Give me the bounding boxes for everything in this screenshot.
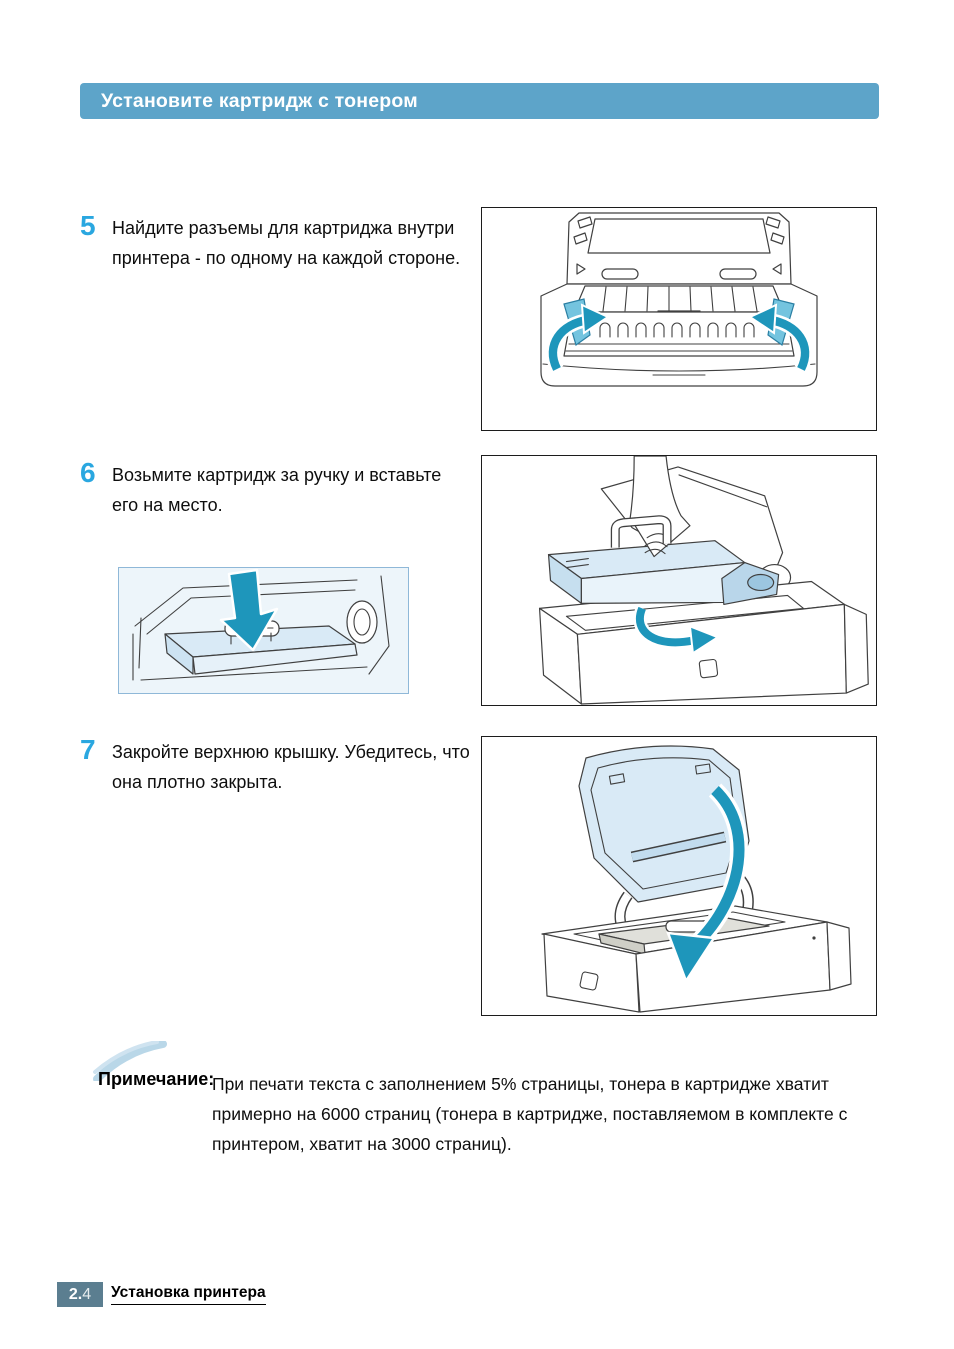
note-label: Примечание: bbox=[98, 1069, 215, 1089]
footer-section-title: Установка принтера bbox=[111, 1284, 266, 1305]
step-text-line: принтера - по одному на каждой стороне. bbox=[112, 248, 461, 268]
page-number-major: 2. bbox=[68, 1285, 83, 1303]
step-5-number: 5 bbox=[80, 210, 96, 241]
step-6 bbox=[80, 457, 480, 520]
section-header-bar bbox=[80, 83, 879, 119]
step-text-line: Найдите разъемы для картриджа внутри bbox=[112, 218, 455, 238]
step-text-line: она плотно закрыта. bbox=[112, 772, 283, 792]
figure-cartridge-slots-illustration bbox=[481, 207, 877, 431]
step-5-text bbox=[112, 213, 460, 273]
step-text-line: его на место. bbox=[112, 495, 223, 515]
note-text bbox=[212, 1069, 847, 1159]
step-7-number: 7 bbox=[80, 734, 96, 765]
insert-cartridge-drawing bbox=[482, 456, 876, 705]
page-number-badge bbox=[57, 1282, 103, 1307]
section-header-title: Установите картридж с тонером bbox=[101, 89, 418, 112]
figure-close-cover-illustration bbox=[481, 736, 877, 1016]
note-text-line: примерно на 6000 страниц (тонера в картридже, поставляемом в комплекте с bbox=[212, 1104, 848, 1124]
step-6-number: 6 bbox=[80, 457, 96, 488]
figure-insert-cartridge-illustration bbox=[481, 455, 877, 706]
cartridge-closeup-drawing bbox=[119, 568, 408, 693]
figure-cartridge-closeup-illustration bbox=[118, 567, 409, 694]
note-text-line: принтером, хватит на 3000 страниц). bbox=[212, 1134, 512, 1154]
step-7 bbox=[80, 734, 480, 797]
step-text-line: Возьмите картридж за ручку и вставьте bbox=[112, 465, 442, 485]
step-6-text bbox=[112, 460, 441, 520]
note-text-line: При печати текста с заполнением 5% страницы, тонера в картридже хватит bbox=[212, 1074, 829, 1094]
step-7-text bbox=[112, 737, 470, 797]
close-cover-drawing bbox=[482, 737, 876, 1015]
printer-front-open-drawing bbox=[482, 208, 876, 430]
top-cover-highlight bbox=[579, 746, 749, 902]
step-text-line: Закройте верхнюю крышку. Убедитесь, что bbox=[112, 742, 470, 762]
page-number-minor: 4 bbox=[82, 1285, 92, 1303]
step-5 bbox=[80, 210, 480, 273]
